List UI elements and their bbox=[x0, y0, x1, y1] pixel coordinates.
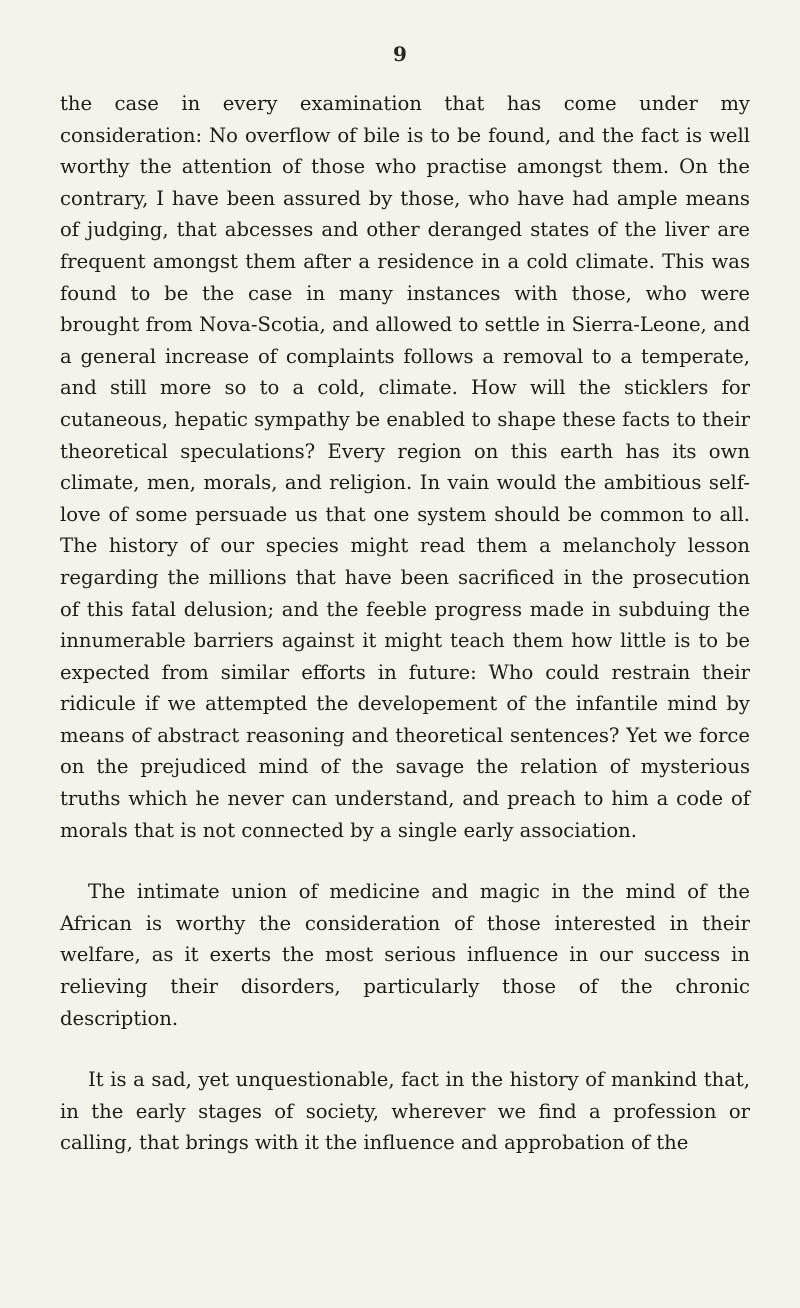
paragraph-continuation: the case in every examination that has come under my consideration: No overflow of bile is to be found, and the fact is well worthy the attention of those who practise amongst them. On the contrary, I have been assured by those, who have had ample means of judging, that abcesses and other deranged states of the liver are frequent amongst them after a residence in a cold climate. This was found to be the case in many instances with those, who were brought from Nova-Scotia, and allowed to settle in Sierra-Leone, and a general increase of complaints follows a removal to a temperate, and still more so to a cold, climate. How will the sticklers for cutaneous, hepatic sympathy be enabled to shape these facts to their theoretical speculations? Every region on this earth has its own climate, men, morals, and religion. In vain would the ambitious self-love of some persuade us that one system should be common to all. The history of our species might read them a melancholy lesson regarding the millions that have been sacrificed in the prosecution of this fatal delusion; and the feeble progress made in subduing the innumerable barriers against it might teach them how little is to be expected from similar efforts in future: Who could restrain their ridicule if we attempted the developement of the infantile mind by means of abstract reasoning and theoretical sentences? Yet we force on the prejudiced mind of the savage the relation of mysterious truths which he never can understand, and preach to him a code of morals that is not connected by a single early association. bbox=[60, 92, 750, 842]
page-body bbox=[60, 88, 750, 1159]
paragraph-history-mankind: It is a sad, yet unquestionable, fact in the history of mankind that, in the early stages of society, wherever we find a profession or calling, that brings with it the influence and approbation of the bbox=[60, 1068, 750, 1155]
paragraph-medicine-magic: The intimate union of medicine and magic in the mind of the African is worthy the consideration of those interested in their welfare, as it exerts the most serious influence in our success in relieving their disorders, particularly those of the chronic description. bbox=[60, 880, 750, 1030]
page-number: 9 bbox=[393, 42, 407, 66]
